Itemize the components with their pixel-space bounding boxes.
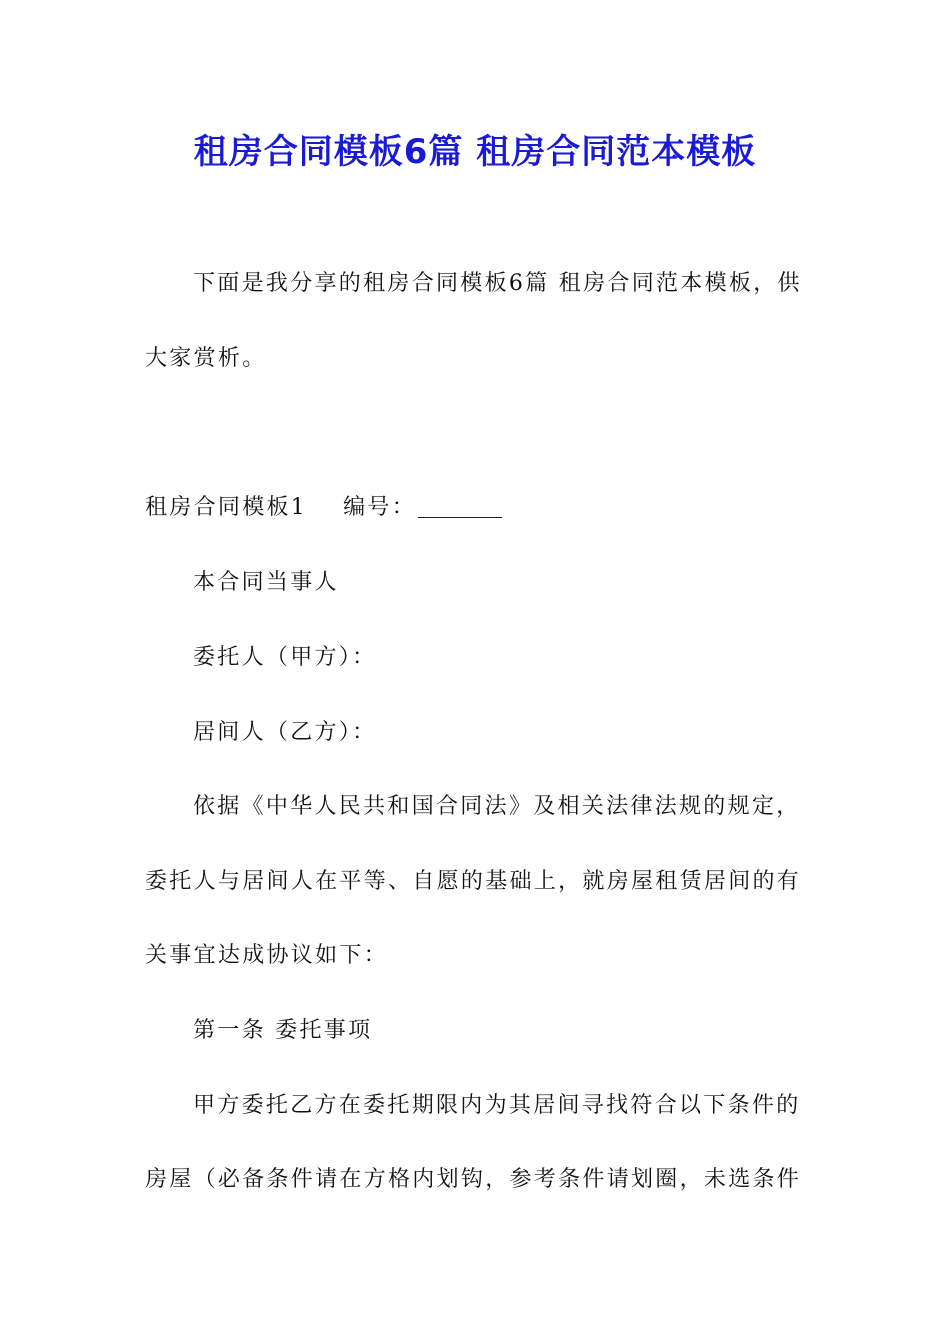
basis-line-2: 委托人与居间人在平等、自愿的基础上，就房屋租赁居间的有 (145, 869, 802, 894)
document-title: 租房合同模板6篇 租房合同范本模板 (193, 132, 757, 172)
party-a-line: 委托人（甲方）： (193, 645, 377, 670)
basis-line-1: 依据《中华人民共和国合同法》及相关法律法规的规定， (193, 794, 801, 819)
intro-line-2: 大家赏析。 (145, 346, 267, 371)
section-heading-row (145, 492, 810, 524)
party-b-line: 居间人（乙方）： (193, 720, 377, 745)
article1-heading: 第一条 委托事项 (193, 1018, 373, 1043)
parties-heading: 本合同当事人 (193, 570, 339, 595)
article1-line-2: 房屋（必备条件请在方格内划钩，参考条件请划圈，未选条件 (145, 1167, 802, 1192)
number-label: 编号： (343, 495, 417, 520)
basis-line-3: 关事宜达成协议如下： (145, 943, 389, 968)
number-blank-line (418, 495, 502, 518)
intro-line-1: 下面是我分享的租房合同模板6篇 租房合同范本模板，供 (193, 271, 802, 296)
article1-line-1: 甲方委托乙方在委托期限内为其居间寻找符合以下条件的 (193, 1093, 801, 1118)
section-heading: 租房合同模板1 (145, 495, 308, 520)
